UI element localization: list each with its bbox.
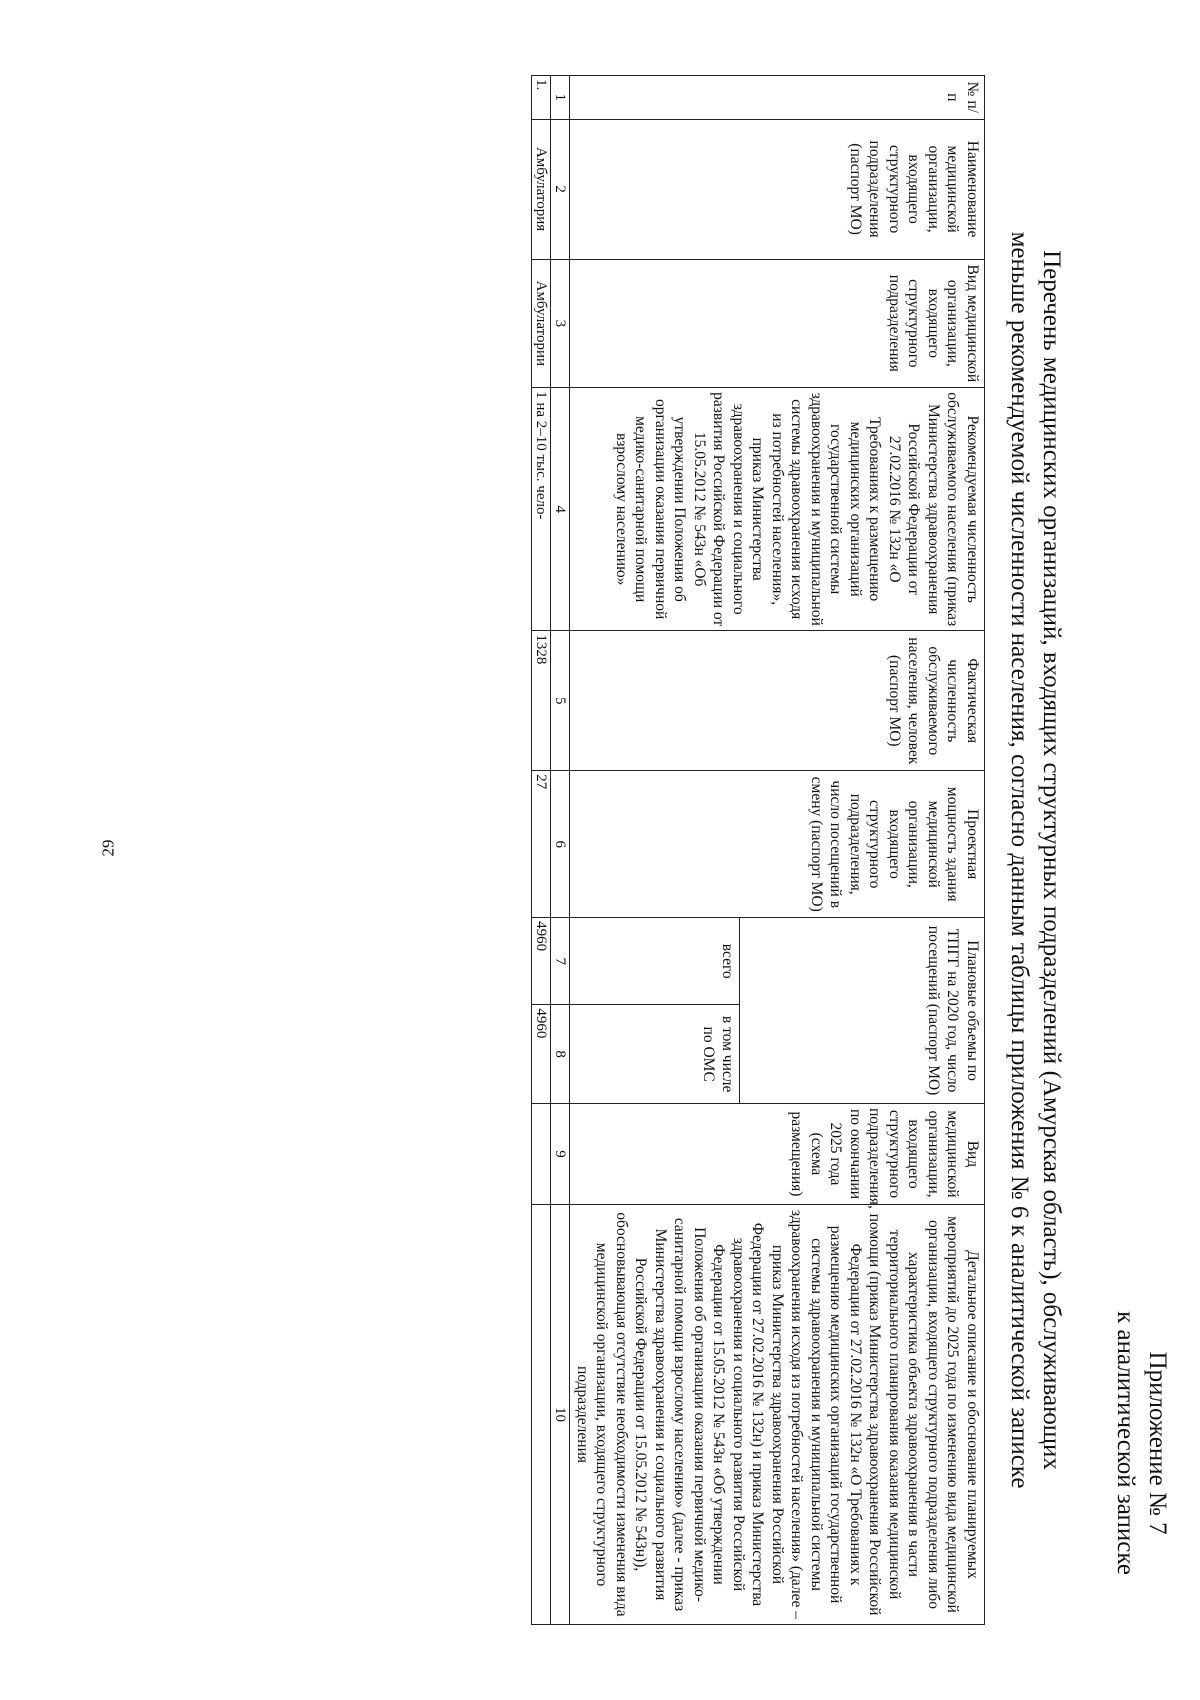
header-planned-volumes: Плановые объемы по ТПГГ на 2020 год, число посещений (паспорт МО): [740, 918, 985, 1104]
table-row: [532, 76, 551, 1625]
column-number: 5: [551, 631, 570, 771]
row-organization-name: Амбулатория: [532, 119, 551, 259]
row-type-2025: [532, 1104, 551, 1205]
header-number: № п/п: [570, 76, 985, 120]
column-number: 9: [551, 1104, 570, 1205]
header-plan-oms: в том числе по ОМС: [570, 1005, 740, 1104]
column-number: 2: [551, 119, 570, 259]
header-actual-population: Фактическая численность обслуживаемого населения, человек (паспорт МО): [570, 631, 985, 771]
header-organization-name: Наименование медицинской организации, входящего структурного подразделения (паспорт МО): [570, 119, 985, 259]
row-actual-population: 1328: [532, 631, 551, 771]
row-organization-type: Амбулатории: [532, 259, 551, 388]
annex-label: [1109, 1311, 1173, 1575]
column-number: 6: [551, 771, 570, 918]
header-description: Детальное описание и обоснование планируемых мероприятий до 2025 года по изменению вида медицинской организации, входящего структурного подразделения либо характеристика объекта здравоохранения в части территориального планирования оказания медицинской помощи (приказ Министерства здравоохранения Российской Федерации от 27.02.2016 № 132н «О Требованиях к размещению медицинских организаций государственной системы здравоохранения и муниципальной системы здравоохранения исходя из потребностей населения» (далее – приказ Министерства здравоохранения Российской Федерации от 27.02.2016 № 132н) и приказ Министерства здравоохранения и социального развития Российской Федерации от 15.05.2012 № 543н «Об утверждении Положения об организации оказания первичной медико-санитарной помощи взрослому населению» (далее - приказ Министерства здравоохранения и социального развития Российской Федерации от 15.05.2012 № 543н)), обосновывающая отсутствие необходимости изменения вида медицинской организации, входящего структурного подразделения: [570, 1204, 985, 1624]
header-plan-total: всего: [570, 918, 740, 1005]
row-recommended-population: 1 на 2–10 тыс. чело-: [532, 388, 551, 631]
heading-line-1: Перечень медицинских организаций, входящих структурных подразделений (Амурская область), обслуживающих: [1038, 250, 1065, 1470]
heading-line-2: меньше рекомендуемой численности населения, согласно данным таблицы приложения № 6 к аналитической записке: [1006, 231, 1033, 1489]
header-recommended-population: Рекомендуемая численность обслуживаемого населения (приказ Министерства здравоохранения Российской Федерации от 27.02.2016 № 132н «О Требованиях к размещению медицинских организаций государственной системы здравоохранения и муниципальной системы здравоохранения исходя из потребностей населения», приказ Министерства здравоохранения и социального развития Российской Федерации от 15.05.2012 № 543н «Об утверждении Положения об организации оказания первичной медико-санитарной помощи взрослому населению»: [570, 388, 985, 631]
row-plan-oms: 4960: [532, 1005, 551, 1104]
row-number: 1.: [532, 76, 551, 120]
annex-title: Приложение № 7: [1144, 1351, 1171, 1535]
organizations-table: [532, 75, 986, 1625]
page-number: 29: [98, 839, 118, 857]
row-description: [532, 1204, 551, 1624]
column-number: 4: [551, 388, 570, 631]
annex-subtitle: к аналитической записке: [1112, 1311, 1139, 1575]
column-number: 8: [551, 1005, 570, 1104]
header-organization-type: Вид медицинской организации, входящего структурного подразделения: [570, 259, 985, 388]
table-header-row: [740, 76, 985, 1625]
rotated-page-content: [330, 75, 1185, 1635]
column-number: 1: [551, 76, 570, 120]
row-plan-total: 4960: [532, 918, 551, 1005]
column-numbers-row: [551, 76, 570, 1625]
column-number: 10: [551, 1204, 570, 1624]
row-design-capacity: 27: [532, 771, 551, 918]
column-number: 7: [551, 918, 570, 1005]
document-heading: [1003, 135, 1067, 1585]
header-design-capacity: Проектная мощность здания медицинской организации, входящего структурного подразделения, число посещений в смену (паспорт МО): [570, 771, 985, 918]
column-number: 3: [551, 259, 570, 388]
header-type-2025: Вид медицинской организации, входящего структурного подразделения, по окончании 2025 года (схема размещения): [570, 1104, 985, 1205]
